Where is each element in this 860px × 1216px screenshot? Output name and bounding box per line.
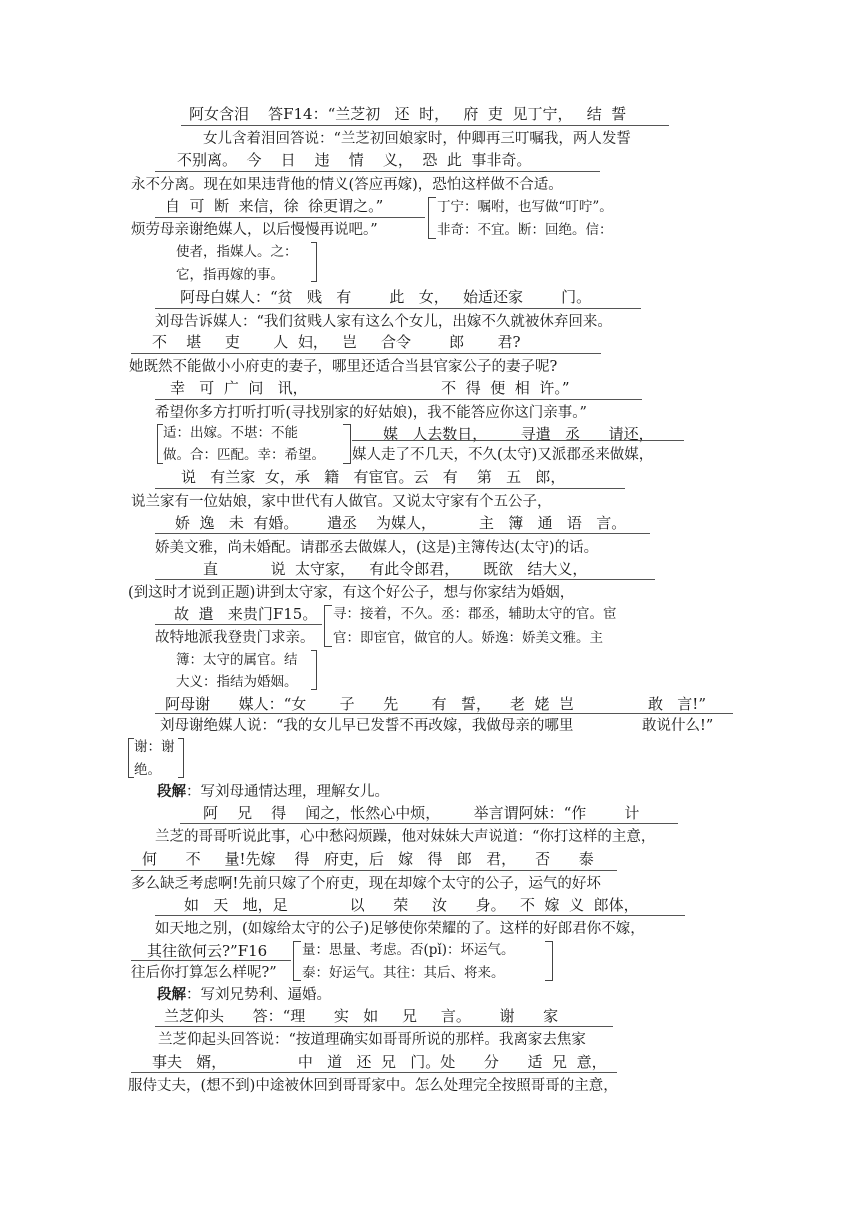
translation-line-10: (到这时才说到正题)讲到太守家，有这个好公子，想与你家结为婚姻， — [128, 585, 575, 601]
underline — [155, 399, 642, 400]
original-line-13: 阿 兄 得 闻之，怅然心中烦， 举言谓阿妹：“作 计 — [203, 804, 640, 822]
note-bracket — [343, 424, 351, 464]
original-line-9: 娇 逸 未 有婚。 遣丞 为媒人， 主 簿 通 语 言。 — [175, 514, 627, 532]
original-line-7: 媒 人去数日， 寻遣 丞 请还， — [383, 425, 654, 443]
original-line-10: 直 说 太守家， 有此令郎君， 既欲 结大义， — [203, 560, 588, 578]
note-3b: 官：即宦官，做官的人。娇逸：娇美文雅。主 — [333, 630, 603, 646]
underline — [155, 488, 625, 489]
underline — [155, 308, 641, 309]
underline — [155, 713, 733, 714]
paragraph-summary-2 — [157, 985, 331, 1005]
note-4a: 谢：谢 — [134, 739, 175, 755]
translation-line-9: 娇美文雅，尚未婚配。请郡丞去做媒人，(这是)主簿传达(太守)的话。 — [155, 540, 599, 556]
original-line-12b: 敢 言!” — [648, 695, 707, 713]
translation-line-8: 说兰家有一位姑娘，家中世代有人做官。又说太守家有个五公子， — [131, 494, 552, 510]
translation-line-3: 烦劳母亲谢绝媒人，以后慢慢再说吧。” — [131, 222, 378, 238]
underline — [131, 353, 601, 354]
original-line-12: 阿母谢 媒人：“女 子 先 有 誓， 老 姥 岂 — [165, 695, 575, 713]
note-bracket — [311, 650, 317, 690]
note-1d: 它，指再嫁的事。 — [176, 267, 284, 283]
note-bracket — [178, 738, 184, 778]
translation-line-6: 希望你多方打听打听(寻找别家的好姑娘)，我不能答应你这门亲事。” — [155, 405, 587, 421]
underline — [181, 125, 669, 126]
underline — [131, 870, 617, 871]
summary-label: 段解 — [157, 986, 186, 1003]
note-2a: 适：出嫁。不堪：不能 — [163, 425, 298, 441]
translation-line-14: 多么缺乏考虑啊!先前只嫁了个府吏，现在却嫁个太守的公子，运气的好坏 — [131, 876, 601, 892]
original-line-11: 故 遣 来贵门F15。 — [174, 605, 318, 623]
note-3c: 簿：太守的属官。结 — [176, 652, 298, 668]
note-bracket — [545, 941, 553, 981]
paragraph-summary-1 — [157, 782, 389, 802]
note-2b: 做。合：匹配。幸：希望。 — [163, 447, 325, 463]
original-line-17: 兰芝仰头 答：“理 实 如 兄 言。 谢 家 — [164, 1007, 559, 1025]
note-1c: 使者，指媒人。之： — [176, 244, 298, 260]
underline — [155, 579, 655, 580]
original-line-15: 如 天 地，足 以 荣 汝 身。 不 嫁 义 郎体， — [184, 896, 639, 914]
original-line-14: 何 不 量!先嫁 得 府吏，后 嫁 得 郎 君， 否 泰 — [142, 850, 594, 868]
summary-text: ：写刘兄势利、逼婚。 — [186, 987, 331, 1003]
underline — [131, 960, 291, 961]
original-line-18: 事夫 婿， 中 道 还 兄 门。处 分 适 兄 意， — [152, 1053, 607, 1071]
note-bracket — [324, 605, 332, 647]
note-bracket — [293, 941, 301, 981]
note-1a: 丁宁：嘱咐，也写做“叮咛”。 — [437, 199, 613, 215]
underline — [155, 171, 600, 172]
underline — [131, 1072, 617, 1073]
underline — [352, 440, 684, 441]
translation-line-1: 女儿含着泪回答说：“兰芝初回娘家时，仲卿再三叮嘱我，两人发誓 — [203, 131, 631, 147]
underline — [180, 823, 678, 824]
note-1b: 非奇：不宜。断：回绝。信： — [437, 222, 613, 238]
translation-line-4: 刘母告诉媒人：“我们贫贱人家有这么个女儿，出嫁不久就被休弃回来。 — [155, 314, 612, 330]
summary-label: 段解 — [157, 783, 186, 800]
translation-line-13: 兰芝的哥哥听说此事，心中愁闷烦躁，他对妹妹大声说道：“你打这样的主意， — [155, 829, 656, 845]
original-line-1: 阿女含泪 答F14：“兰芝初 还 时， 府 吏 见丁宁， 结 誓 — [189, 105, 627, 123]
summary-text: ：写刘母通情达理，理解女儿。 — [186, 784, 389, 800]
underline — [155, 915, 685, 916]
translation-line-18: 服侍丈夫，(想不到)中途被休回到哥哥家中。怎么处理完全按照哥哥的主意， — [128, 1078, 618, 1094]
underline — [155, 217, 425, 218]
translation-line-11: 故特地派我登贵门求亲。 — [155, 630, 315, 646]
note-bracket — [311, 242, 317, 282]
translation-line-7: 媒人走了不几天，不久(太守)又派郡丞来做媒， — [352, 447, 654, 463]
translation-line-5: 她既然不能做小小府吏的妻子，哪里还适合当县官家公子的妻子呢? — [129, 359, 558, 375]
translation-line-15: 如天地之别，(如嫁给太守的公子)足够使你荣耀的了。这样的好郎君你不嫁， — [155, 921, 645, 937]
translation-line-12: 刘母谢绝媒人说：“我的女儿早已发誓不再改嫁，我做母亲的哪里 — [160, 718, 574, 734]
underline — [155, 624, 322, 625]
original-line-5: 不 堪 吏 人 妇， 岂 合令 郎 君? — [152, 333, 521, 351]
original-line-2: 不别离。 今 日 违 情 义， 恐 此 事非奇。 — [177, 151, 532, 169]
translation-line-17: 兰芝仰起头回答说：“按道理确实如哥哥所说的那样。我离家去焦家 — [158, 1032, 586, 1048]
translation-line-12b: 敢说什么!” — [642, 718, 714, 734]
underline — [155, 1026, 613, 1027]
original-line-16: 其往欲何云?”F16 — [147, 942, 268, 960]
note-5b: 泰：好运气。其往：其后、将来。 — [302, 965, 505, 981]
note-5a: 量：思量、考虑。否(pǐ)：坏运气。 — [302, 942, 515, 958]
note-4b: 绝。 — [134, 762, 161, 778]
translation-line-2: 永不分离。现在如果违背他的情义(答应再嫁)，恐怕这样做不合适。 — [131, 177, 563, 193]
note-3d: 大义：指结为婚姻。 — [176, 674, 298, 690]
original-line-3: 自 可 断 来信，徐 徐更谓之。” — [165, 197, 384, 215]
translation-line-16: 往后你打算怎么样呢?” — [131, 965, 277, 981]
note-bracket — [428, 197, 436, 239]
original-line-8: 说 有兰家 女，承 籍 有宦官。云 有 第 五 郎， — [181, 468, 566, 486]
original-line-6: 幸 可 广 问 讯， 不 得 便 相 许。” — [170, 379, 570, 397]
note-3a: 寻：接着，不久。丞：郡丞，辅助太守的官。宦 — [333, 606, 617, 622]
original-line-4: 阿母白媒人：“贫 贱 有 此 女， 始适还家 门。 — [180, 288, 592, 306]
underline — [155, 533, 650, 534]
